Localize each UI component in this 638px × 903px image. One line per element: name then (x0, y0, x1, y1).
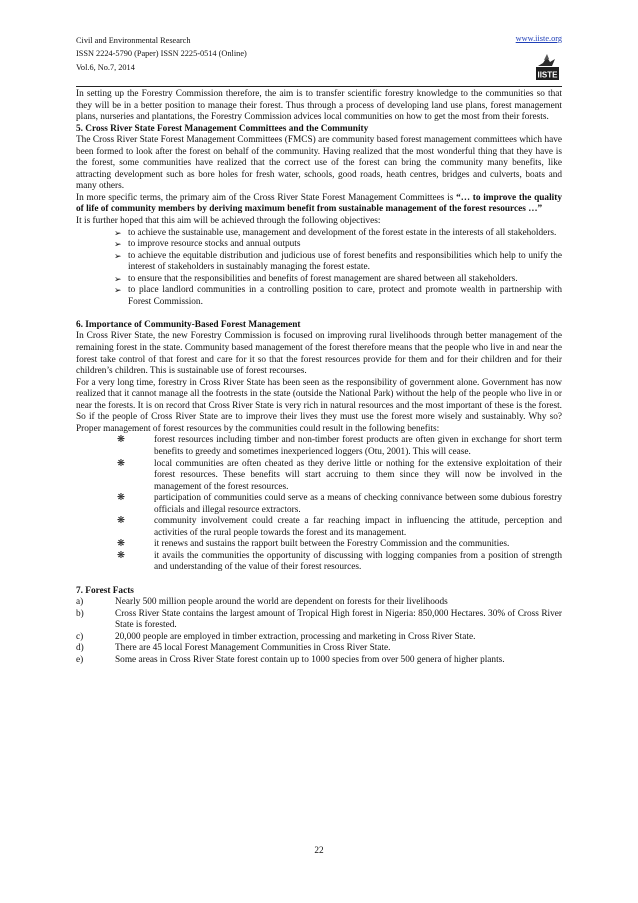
objectives-intro: It is further hoped that this aim will be achieved through the following objectives: (76, 216, 381, 227)
section-5-heading: 5. Cross River State Forest Management Committees and the Community (76, 123, 369, 134)
section-6-heading: 6. Importance of Community-Based Forest Management (76, 319, 301, 330)
objective-text: to achieve the sustainable use, management and development of the forest estate in the interests of all stakeholders. (128, 227, 557, 238)
benefit-item (76, 551, 562, 574)
benefit-text: it avails the communities the opportunity of discussing with logging companies from a position of strength and understanding of the value of their forest resources. (154, 550, 562, 573)
benefit-text: forest resources including timber and non-timber forest products are often given in exchange for short term benefits to greedy and sometimes inexperienced loggers (Otu, 2001). This will cease. (154, 435, 562, 457)
objective-item (76, 251, 562, 274)
fact-label: b) (76, 608, 84, 619)
benefit-text: participation of communities could serve as a means of checking connivance between some dubious forestry officials and illegal resource extractors. (154, 493, 562, 515)
benefit-item (76, 493, 562, 516)
objective-text: to improve resource stocks and annual outputs (128, 239, 301, 250)
benefit-text: local communities are often cheated as they derive little or nothing for the extensive exploitation of their forest resources. These benefits will start accruing to them since they will now be involved in the management of the forest resources. (154, 458, 562, 492)
benefit-item (76, 435, 562, 458)
benefit-item (76, 539, 562, 551)
header-rule (76, 86, 562, 87)
journal-name: Civil and Environmental Research (76, 36, 191, 45)
primary-aim-quote: “… to improve the quality of life of community members by deriving maximum benefit from sustainable management of the forest resources …” (76, 192, 562, 215)
objective-item (76, 285, 562, 308)
fact-label: c) (76, 631, 84, 642)
objective-item (76, 228, 562, 240)
flower-bullet-icon: ❋ (117, 435, 125, 446)
fact-text: Nearly 500 million people around the world are dependent on forests for their livelihoods (115, 597, 448, 608)
objective-item (76, 239, 562, 251)
benefit-item (76, 516, 562, 539)
fact-text: Some areas in Cross River State forest contain up to 1000 species from over 500 genera of higher plants. (115, 654, 505, 665)
section-5-paragraph: The Cross River State Forest Management Committees (FMCS) are community based forest management committees which have been formed to look after the forest on behalf of the community. Having realized that the most wonderful thing that they have is the forest, some communities have realized that the correct use of the forest can bring the community many benefits, like attracting development such as bore holes for fresh water, schools, good roads, heath centres, bridges and culverts, boats and many others. (76, 135, 562, 192)
page-number: 22 (314, 846, 324, 856)
section-6-paragraph-1: In Cross River State, the new Forestry Commission is focused on improving rural livelihoods through better management of the remaining forest in the state. Community based management of the forest therefore means that the people who live in and near the forest take control of that forest and care for it so that the forest resources provide for them and for their children and for their children’s children. This is sustainable use of forest recourses. (76, 331, 562, 377)
objective-text: to place landlord communities in a controlling position to care, protect and promote wealth in partnership with Forest Commission. (128, 285, 562, 307)
section-7-heading: 7. Forest Facts (76, 585, 134, 596)
flower-bullet-icon: ❋ (117, 493, 125, 504)
flower-bullet-icon: ❋ (117, 458, 125, 469)
fact-item (76, 632, 562, 644)
fact-text: 20,000 people are employed in timber extraction, processing and marketing in Cross River State. (115, 631, 476, 642)
fact-item (76, 643, 562, 655)
primary-aim-lead: In more specific terms, the primary aim of the Cross River State Forest Management Committees is (76, 192, 457, 203)
benefit-text: community involvement could create a far reaching impact in influencing the attitude, perception and activities of the rural people towards the forest and its management. (154, 516, 562, 538)
arrow-bullet-icon: ➢ (114, 227, 122, 238)
issn-line: ISSN 2224-5790 (Paper) ISSN 2225-0514 (Online) (76, 49, 247, 59)
iiste-logo (535, 50, 560, 81)
fact-item (76, 655, 562, 667)
flower-bullet-icon: ❋ (117, 539, 125, 550)
flower-bullet-icon: ❋ (117, 550, 125, 561)
volume-line: Vol.6, No.7, 2014 (76, 62, 135, 72)
svg-text:IISTE: IISTE (537, 70, 558, 80)
fact-item (76, 609, 562, 632)
fact-label: e) (76, 654, 84, 665)
fact-text: Cross River State contains the largest amount of Tropical High forest in Nigeria: 850,000 Hectares. 30% of Cross River State is forested. (115, 608, 562, 631)
journal-url-link[interactable]: www.iiste.org (515, 34, 562, 43)
article-body (76, 89, 562, 666)
arrow-bullet-icon: ➢ (114, 250, 122, 261)
arrow-bullet-icon: ➢ (114, 285, 122, 296)
fact-item (76, 597, 562, 609)
section-6-paragraph-2: For a very long time, forestry in Cross River State has been seen as the responsibility of government alone. Government has now realized that it cannot manage all the footrests in the state (outside the National Park) without the help of the people who live in or near the forests. It is on record that Cross River State is very rich in natural resources and the most important of these is the forest. So if the people of Cross River State are to improve their lives they must use the forest more wisely and sustainably. Why so? Proper management of forest resources by the communities could result in the following benefits: (76, 377, 562, 434)
intro-paragraph: In setting up the Forestry Commission therefore, the aim is to transfer scientific forestry knowledge to the communities so that they will be in a better position to manage their forest. Thus through a process of developing land use plans, forest management plans, nurseries and plantations, the Forestry Commission advices local communities on how to get the most from their forests. (76, 89, 562, 123)
objective-text: to ensure that the responsibilities and benefits of forest management are shared between all stakeholders. (128, 273, 518, 284)
objective-text: to achieve the equitable distribution and judicious use of forest benefits and responsibilities which help to unify the interest of stakeholders in sustainably managing the forest estate. (128, 250, 562, 273)
running-header (76, 34, 562, 86)
fact-label: d) (76, 643, 84, 654)
benefit-item (76, 459, 562, 494)
arrow-bullet-icon: ➢ (114, 273, 122, 284)
objective-item (76, 274, 562, 286)
flower-bullet-icon: ❋ (117, 516, 125, 527)
fact-text: There are 45 local Forest Management Communities in Cross River State. (115, 643, 391, 654)
fact-label: a) (76, 597, 84, 608)
benefit-text: it renews and sustains the rapport built between the Forestry Commission and the communities. (154, 539, 510, 550)
arrow-bullet-icon: ➢ (114, 239, 122, 250)
primary-aim-paragraph (76, 193, 562, 216)
